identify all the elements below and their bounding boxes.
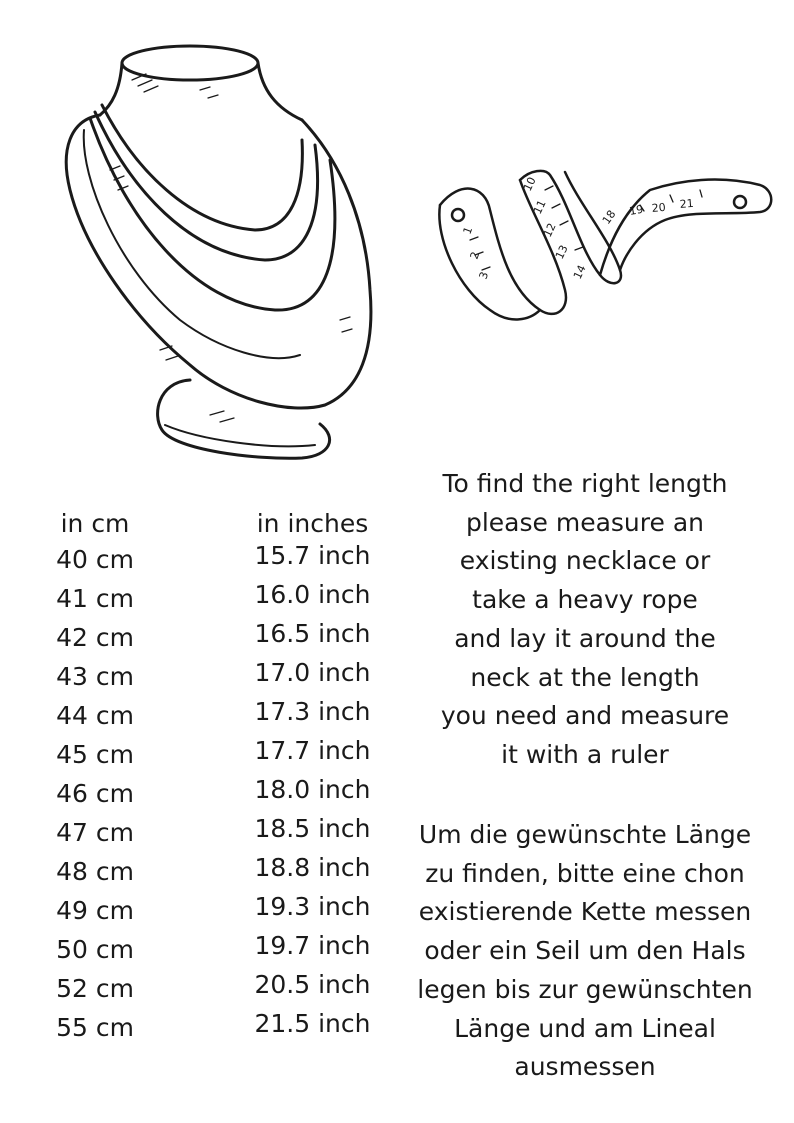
tape-number: 2 [467,250,483,262]
bust-chest-curve [84,130,300,358]
tape-number: 10 [520,175,539,194]
tape-number: 13 [552,243,571,262]
cm-value: 45 cm [56,740,134,769]
cm-value: 43 cm [56,662,134,691]
column-inches-header: in inches [256,509,369,538]
instruction-line: Um die gewünschte Länge [418,820,752,849]
instruction-line: existierende Kette messen [418,897,752,927]
necklace-bust-illustration [40,20,400,470]
necklace-strand-inner [102,105,302,230]
instruction-line: you need and measure [440,701,730,731]
tape-number: 3 [476,270,492,282]
instruction-line: legen bis zur gewünschten [417,974,753,1004]
tape-number: 18 [599,207,619,227]
instruction-line: existing necklace or [459,546,711,576]
inch-value: 19.7 inch [254,931,371,960]
tape-eyelet-right [734,196,746,208]
instructions-german [385,816,785,1087]
instruction-line: it with a ruler [501,739,669,769]
instruction-line: oder ein Seil um den Hals [424,936,746,966]
cm-value: 50 cm [56,935,134,964]
tape-number: 21 [679,196,695,211]
instruction-line: take a heavy rope [472,585,698,615]
tape-number: 20 [651,200,667,215]
tape-number: 1 [460,225,476,237]
tape-left-segment [440,180,566,314]
tape-eyelet-left [452,209,464,221]
instruction-line: zu finden, bitte eine chon [425,858,745,888]
cm-value: 49 cm [56,896,134,925]
instruction-line: Länge und am Lineal [454,1013,716,1043]
instruction-line: please measure an [465,507,704,537]
inch-value: 17.3 inch [254,697,371,726]
column-inches [240,508,385,1047]
tape-number: 11 [530,198,549,217]
inch-value: 20.5 inch [254,970,371,999]
instruction-line: To find the right length [442,469,728,498]
inch-value: 15.7 inch [254,541,371,570]
bust-base-rim [165,425,315,446]
cm-value: 52 cm [56,974,134,1003]
cm-value: 41 cm [56,584,134,613]
inch-value: 17.0 inch [254,658,371,687]
tape-number: 19 [628,202,645,218]
instruction-line: ausmessen [514,1052,656,1082]
inch-value: 19.3 inch [254,892,371,921]
cm-value: 47 cm [56,818,134,847]
column-cm-header: in cm [60,509,130,538]
cm-value: 42 cm [56,623,134,652]
instruction-line: neck at the length [470,662,700,692]
tape-right-segment [600,180,771,275]
inch-value: 16.5 inch [254,619,371,648]
inch-value: 18.0 inch [254,775,371,804]
cm-value: 44 cm [56,701,134,730]
instruction-line: and lay it around the [454,623,716,653]
tape-number: 14 [570,263,589,282]
bust-neck-right [258,63,302,120]
cm-value: 46 cm [56,779,134,808]
measuring-tape-illustration [430,160,780,330]
cm-value: 40 cm [56,545,134,574]
tape-left-segment-edge [439,205,540,319]
tape-number: 12 [540,221,559,240]
instructions-english [385,465,785,775]
inch-value: 18.5 inch [254,814,371,843]
bust-body-outline [66,115,371,408]
cm-value: 55 cm [56,1013,134,1042]
inch-value: 18.8 inch [254,853,371,882]
bust-shading [110,74,352,422]
cm-value: 48 cm [56,857,134,886]
inch-value: 17.7 inch [254,736,371,765]
inch-value: 16.0 inch [254,580,371,609]
inch-value: 21.5 inch [254,1009,371,1038]
column-cm [40,508,150,1047]
